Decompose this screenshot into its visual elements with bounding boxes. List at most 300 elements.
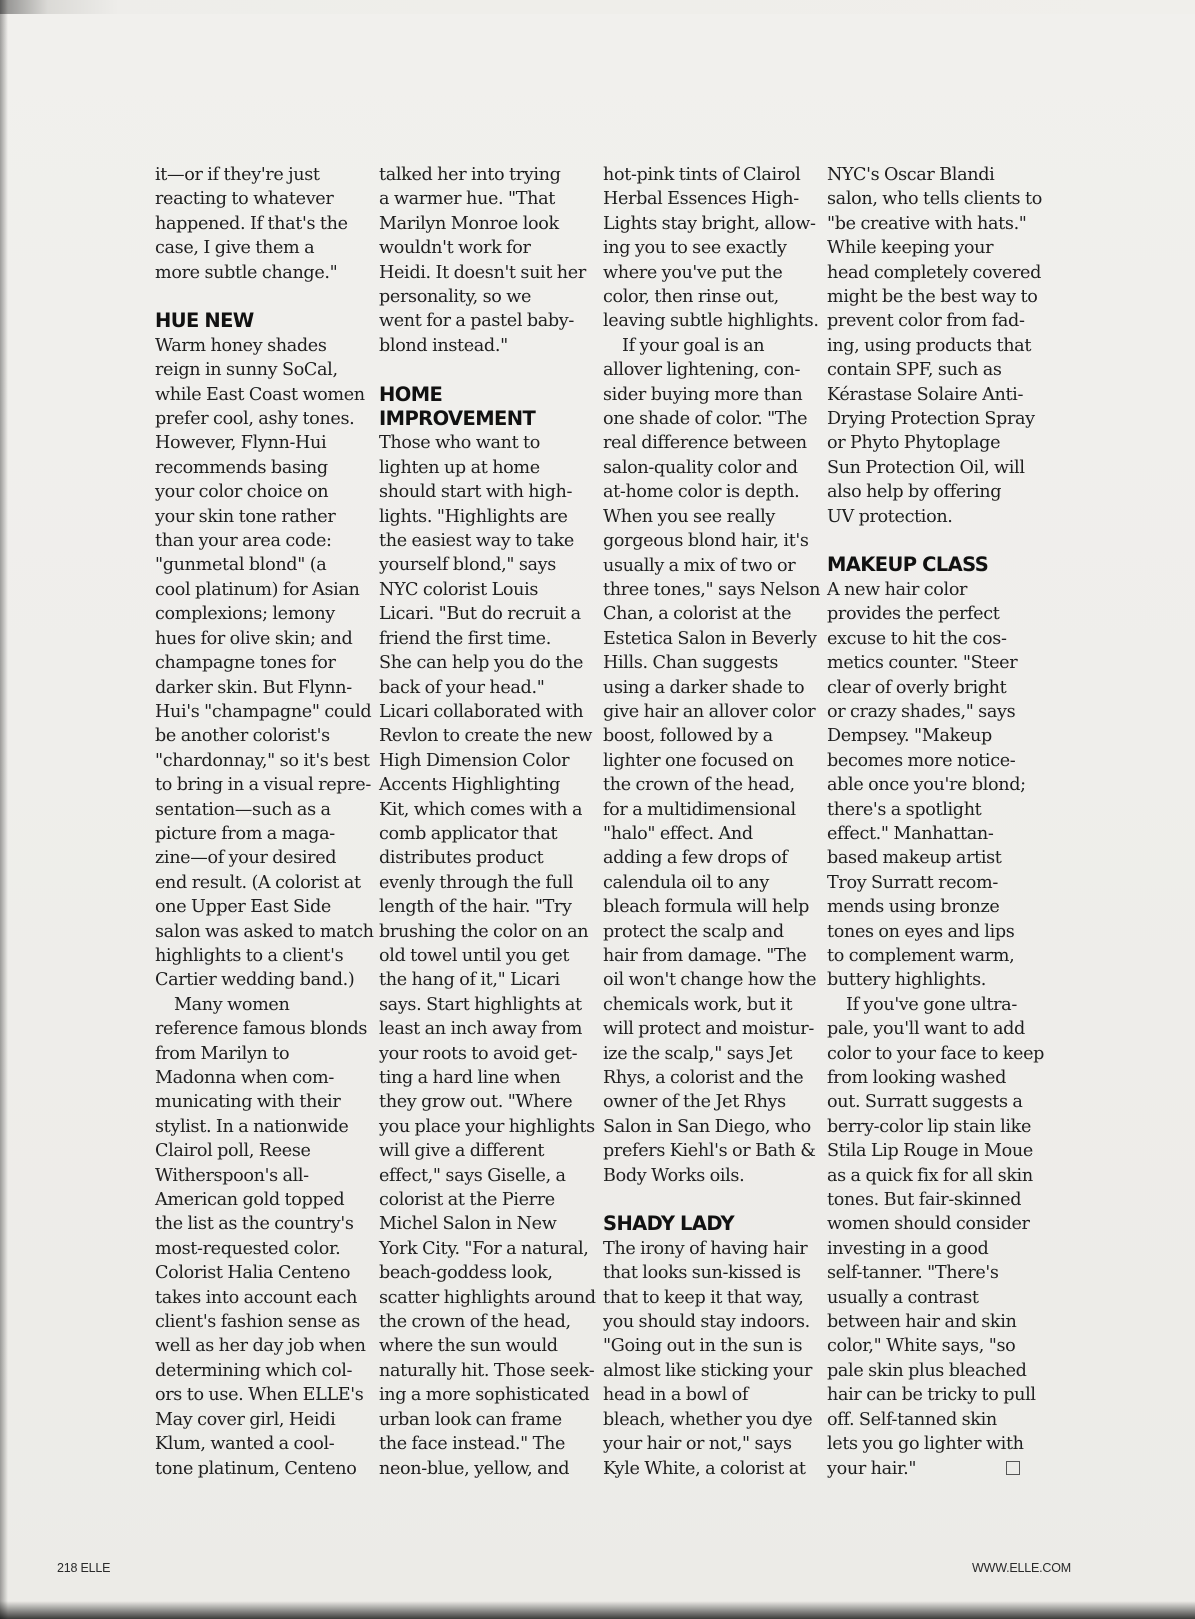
body-text-line (155, 1286, 361, 1310)
body-text: the crown of the head, (603, 775, 795, 796)
body-text: using a darker shade to (603, 677, 805, 698)
body-text: Michel Salon in New (379, 1214, 557, 1235)
body-text-line (603, 1359, 813, 1383)
body-text: lets you go lighter with (827, 1434, 1024, 1455)
body-text-line (827, 627, 1033, 651)
body-text: adding a few drops of (603, 848, 788, 869)
body-text: effect," says Giselle, a (379, 1165, 566, 1186)
body-text: protect the scalp and (603, 921, 784, 942)
body-text: Troy Surratt recom- (827, 872, 998, 893)
body-text-line (379, 1261, 585, 1285)
body-text-line (379, 236, 585, 260)
body-text: owner of the Jet Rhys (603, 1092, 786, 1113)
article-column-4 (827, 163, 1045, 1481)
body-text: NYC colorist Louis (379, 579, 539, 600)
body-text: stylist. In a nationwide (155, 1116, 349, 1137)
body-text: York City. "For a natural, (379, 1238, 589, 1259)
body-text: least an inch away from (379, 1019, 583, 1040)
body-text-line (603, 1090, 809, 1114)
body-text-line (155, 749, 370, 773)
body-text-line (155, 1310, 361, 1334)
body-text: "gunmetal blond" (a (155, 555, 327, 576)
body-text: While keeping your (827, 238, 994, 259)
body-text-line (827, 309, 1033, 333)
body-text-line (827, 407, 1033, 431)
body-text-line (603, 1334, 809, 1358)
body-text: a warmer hue. "That (379, 189, 555, 210)
body-text-line (603, 163, 809, 187)
body-text: When you see really (603, 506, 776, 527)
end-of-article-icon (1006, 1461, 1020, 1475)
body-text: ing a more sophisticated (379, 1385, 590, 1406)
body-text: usually a contrast (827, 1287, 979, 1308)
body-text: comb applicator that (379, 823, 558, 844)
body-text: or crazy shades," says (827, 701, 1016, 722)
body-text: well as her day job when (155, 1336, 366, 1357)
body-text-line (827, 383, 1033, 407)
body-text-line (379, 822, 585, 846)
body-text-line (827, 1090, 1033, 1114)
body-text-line (827, 968, 1033, 992)
body-text-line (379, 1383, 590, 1407)
body-text: beach-goddess look, (379, 1263, 553, 1284)
body-text: from looking washed (827, 1068, 1007, 1089)
body-text-line (827, 773, 1033, 797)
body-text: NYC's Oscar Blandi (827, 165, 995, 185)
article-column-1 (155, 163, 374, 1481)
body-text: also help by offering (827, 482, 1002, 503)
body-text-line (603, 1139, 816, 1163)
body-text-line (827, 431, 1033, 455)
body-text-line (827, 798, 1033, 822)
body-text: lighter one focused on (603, 750, 794, 771)
body-text-line (155, 724, 361, 748)
body-text-line (155, 334, 361, 358)
body-text: A new hair color (827, 579, 968, 600)
body-text-line (827, 236, 1033, 260)
body-text: hues for olive skin; and (155, 628, 353, 649)
body-text-line (827, 578, 1033, 602)
body-text: bleach, whether you dye (603, 1409, 813, 1430)
body-text-line (603, 749, 809, 773)
body-text: Herbal Essences High- (603, 189, 799, 210)
body-text-line (827, 846, 1033, 870)
body-text: takes into account each (155, 1287, 358, 1308)
body-text-line (155, 212, 361, 236)
body-text-line (603, 993, 809, 1017)
body-text: wouldn't work for (379, 238, 531, 259)
body-text-line (379, 602, 585, 626)
body-text-line (827, 1017, 1033, 1041)
body-text: Madonna when com- (155, 1068, 334, 1089)
body-text: Drying Protection Spray (827, 409, 1035, 430)
body-text: the easiest way to take (379, 531, 574, 552)
body-text-line (603, 578, 821, 602)
body-text: to bring in a visual repre- (155, 775, 371, 796)
body-text-line (155, 920, 374, 944)
body-text-line (155, 1115, 361, 1139)
body-text-line (155, 651, 361, 675)
body-text: darker skin. But Flynn- (155, 677, 352, 698)
body-text-line (827, 920, 1033, 944)
body-text: should start with high- (379, 482, 573, 503)
body-text: She can help you do the (379, 653, 584, 674)
body-text-line (827, 187, 1042, 211)
body-text: where the sun would (379, 1336, 558, 1357)
body-text: Hills. Chan suggests (603, 653, 779, 674)
body-text: Lights stay bright, allow- (603, 213, 816, 234)
body-text: for a multidimensional (603, 799, 796, 820)
body-text-line (155, 480, 361, 504)
body-text-line (603, 1286, 809, 1310)
body-text: If your goal is an (622, 335, 765, 356)
body-text: May cover girl, Heidi (155, 1409, 336, 1430)
body-text: Those who want to (379, 433, 541, 454)
body-text-line (603, 1237, 809, 1261)
body-text-line (603, 1383, 809, 1407)
body-text: where you've put the (603, 262, 783, 283)
body-text: Warm honey shades (155, 335, 327, 356)
body-text-line (603, 236, 809, 260)
body-text: will protect and moistur- (603, 1019, 814, 1040)
body-text-line (603, 602, 809, 626)
body-text: highlights to a client's (155, 945, 344, 966)
body-text-line (827, 822, 1033, 846)
body-text-line (379, 724, 593, 748)
body-text: reacting to whatever (155, 189, 334, 210)
body-text-line (155, 944, 361, 968)
body-text-line (379, 1188, 585, 1212)
body-text: color, then rinse out, (603, 287, 779, 308)
body-text-line (827, 1139, 1033, 1163)
article-column-3 (603, 163, 821, 1481)
body-text: your color choice on (155, 482, 329, 503)
body-text-line (379, 212, 585, 236)
body-text: prefer cool, ashy tones. (155, 409, 355, 430)
body-text-line (379, 1457, 585, 1481)
body-text-line (379, 505, 585, 529)
body-text-line (603, 480, 809, 504)
body-text: berry-color lip stain like (827, 1116, 1032, 1137)
body-text: back of your head." (379, 677, 545, 698)
body-text-line (155, 1212, 361, 1236)
body-text: as a quick fix for all skin (827, 1165, 1033, 1186)
body-text: able once you're blond; (827, 775, 1026, 796)
body-text: brushing the color on an (379, 921, 589, 942)
body-text-line (827, 944, 1033, 968)
body-text-line (155, 407, 361, 431)
body-text-line (379, 1237, 589, 1261)
body-text-line (379, 1310, 585, 1334)
body-text-line (603, 798, 809, 822)
body-text-line (603, 261, 809, 285)
body-text-line (827, 1408, 1033, 1432)
body-text-line (603, 968, 817, 992)
body-text: end result. (A colorist at (155, 872, 361, 893)
body-text: the crown of the head, (379, 1312, 571, 1333)
body-text: your roots to avoid get- (379, 1043, 578, 1064)
body-text-line (827, 651, 1033, 675)
body-text: color to your face to keep (827, 1043, 1045, 1064)
body-text: hair from damage. "The (603, 946, 807, 966)
body-text-line (827, 1066, 1033, 1090)
body-text: Klum, wanted a cool- (155, 1434, 335, 1455)
body-text-line (379, 309, 585, 333)
body-text: Sun Protection Oil, will (827, 457, 1025, 478)
body-text-line (603, 822, 809, 846)
body-text-line (603, 431, 809, 455)
body-text-line (379, 529, 585, 553)
body-text-line (379, 1286, 596, 1310)
body-text: becomes more notice- (827, 750, 1016, 771)
body-text: three tones," says Nelson (603, 579, 821, 600)
body-text-line (603, 309, 819, 333)
body-text: colorist at the Pierre (379, 1190, 555, 1211)
body-text: evenly through the full (379, 872, 574, 893)
body-text: to complement warm, (827, 945, 1015, 966)
body-text: women should consider (827, 1214, 1030, 1235)
body-text: you place your highlights (379, 1116, 595, 1137)
body-text: your hair or not," says (603, 1434, 792, 1455)
scan-edge-bottom (0, 1601, 1195, 1619)
body-text-line (155, 1457, 361, 1481)
body-text: picture from a maga- (155, 823, 335, 844)
body-text: salon was asked to match (155, 921, 374, 942)
body-text-line (155, 700, 372, 724)
body-text: Hui's "champagne" could (155, 701, 372, 722)
body-text: or Phyto Phytoplage (827, 433, 1001, 454)
body-text: cool platinum) for Asian (155, 579, 360, 600)
body-text: lighten up at home (379, 457, 540, 478)
body-text-line (827, 1188, 1033, 1212)
body-text: your hair." (827, 1458, 917, 1479)
body-text-line (379, 944, 585, 968)
body-text-line (603, 285, 809, 309)
body-text: client's fashion sense as (155, 1312, 360, 1333)
body-text-line (155, 1164, 361, 1188)
body-text: the face instead." The (379, 1434, 566, 1455)
body-text-line (155, 1042, 361, 1066)
body-text: Marilyn Monroe look (379, 213, 559, 234)
body-text-line (603, 1457, 809, 1481)
body-text-line (827, 456, 1033, 480)
body-text-line (379, 1090, 585, 1114)
body-text: bleach formula will help (603, 897, 810, 918)
body-text: almost like sticking your (603, 1360, 813, 1381)
body-text-line (155, 1334, 366, 1358)
body-text: sentation—such as a (155, 799, 331, 820)
body-text: However, Flynn-Hui (155, 433, 327, 454)
body-text: blond instead." (379, 335, 508, 356)
body-text-line (603, 920, 809, 944)
body-text: out. Surratt suggests a (827, 1092, 1023, 1113)
body-text-line (379, 1017, 585, 1041)
body-text-line (827, 1164, 1033, 1188)
body-text-line (603, 505, 809, 529)
body-text-line (827, 895, 1033, 919)
body-text: clear of overly bright (827, 677, 1007, 698)
body-text: salon, who tells clients to (827, 189, 1042, 210)
body-text-line (379, 456, 585, 480)
body-text-line (379, 700, 585, 724)
body-text: determining which col- (155, 1360, 353, 1381)
body-text: tones. But fair-skinned (827, 1190, 1022, 1211)
body-text: that looks sun-kissed is (603, 1263, 801, 1284)
body-text-line (827, 993, 1033, 1017)
body-text: says. Start highlights at (379, 994, 582, 1015)
body-text: recommends basing (155, 457, 328, 478)
body-text-line (155, 773, 371, 797)
body-text-line (827, 749, 1033, 773)
body-text-line (603, 627, 817, 651)
body-text-line (827, 1115, 1033, 1139)
body-text: Many women (174, 994, 290, 1015)
body-text: High Dimension Color (379, 750, 570, 771)
body-text-line (155, 871, 361, 895)
body-text: oil won't change how the (603, 970, 817, 991)
body-text-line (603, 1115, 809, 1139)
body-text-line (155, 1139, 361, 1163)
body-text-line (379, 993, 585, 1017)
body-text: neon-blue, yellow, and (379, 1458, 570, 1479)
body-text-line (827, 1359, 1033, 1383)
body-text-line (155, 553, 361, 577)
body-text: head completely covered (827, 262, 1041, 283)
body-text: zine—of your desired (155, 848, 337, 869)
page-number: 218 ELLE (57, 1561, 111, 1575)
body-text: than your area code: (155, 531, 332, 552)
body-text: real difference between (603, 433, 807, 454)
body-text-line (603, 529, 809, 553)
body-text-line (603, 334, 809, 358)
body-text-line (155, 236, 361, 260)
body-text: scatter highlights around (379, 1287, 596, 1308)
body-text-line (155, 1017, 368, 1041)
body-text: hot-pink tints of Clairol (603, 165, 801, 185)
body-text: Dempsey. "Makeup (827, 726, 992, 747)
body-text-line (827, 480, 1033, 504)
body-text-line (603, 651, 809, 675)
body-text-line (155, 993, 361, 1017)
body-text: might be the best way to (827, 287, 1038, 308)
body-text-line (827, 724, 1033, 748)
body-text-line (827, 700, 1033, 724)
body-text: "halo" effect. And (603, 823, 753, 844)
body-text-line (379, 749, 585, 773)
body-text-line (603, 1017, 814, 1041)
body-text: leaving subtle highlights. (603, 311, 819, 332)
section-heading: HOME (379, 382, 443, 406)
body-text: salon-quality color and (603, 457, 798, 478)
body-text-line (379, 553, 585, 577)
body-text-line (379, 163, 585, 187)
body-text-line (155, 676, 361, 700)
body-text: municating with their (155, 1092, 341, 1113)
body-text: "be creative with hats." (827, 213, 1027, 234)
body-text-line (379, 1359, 595, 1383)
body-text-line (827, 285, 1038, 309)
body-text-line (379, 187, 585, 211)
body-text: Stila Lip Rouge in Moue (827, 1141, 1033, 1162)
body-text: sider buying more than (603, 384, 803, 405)
body-text: length of the hair. "Try (379, 897, 572, 918)
body-text-line (155, 1383, 364, 1407)
website-url: WWW.ELLE.COM (972, 1561, 1071, 1575)
body-text: Cartier wedding band.) (155, 970, 355, 991)
body-text-line (603, 212, 816, 236)
body-text-line (379, 676, 585, 700)
body-text-line (379, 1408, 585, 1432)
body-text-line (827, 1383, 1036, 1407)
body-text: allover lightening, con- (603, 360, 801, 381)
body-text: tone platinum, Centeno (155, 1458, 357, 1479)
section-gap (603, 1188, 809, 1212)
body-text: Kérastase Solaire Anti- (827, 384, 1024, 405)
body-text-line (827, 1457, 1033, 1481)
body-text-line (155, 1261, 361, 1285)
body-text: Estetica Salon in Beverly (603, 628, 817, 649)
body-text: complexions; lemony (155, 604, 335, 625)
body-text: Chan, a colorist at the (603, 604, 792, 625)
body-text-line (827, 334, 1033, 358)
body-text: metics counter. "Steer (827, 653, 1018, 674)
body-text: Kit, which comes with a (379, 799, 583, 820)
body-text-line (155, 505, 361, 529)
body-text-line (155, 846, 361, 870)
body-text: chemicals work, but it (603, 994, 793, 1015)
body-text-line (379, 627, 585, 651)
body-text: happened. If that's the (155, 213, 348, 234)
body-text: case, I give them a (155, 238, 315, 259)
body-text-line (603, 1310, 809, 1334)
body-text: calendula oil to any (603, 872, 769, 893)
body-text-line (603, 944, 809, 968)
body-text-line (155, 456, 361, 480)
body-text: Accents Highlighting (379, 775, 561, 796)
body-text: "chardonnay," so it's best (155, 750, 370, 771)
body-text: excuse to hit the cos- (827, 628, 1007, 649)
body-text: head in a bowl of (603, 1385, 749, 1406)
body-text-line (379, 871, 585, 895)
body-text: prefers Kiehl's or Bath & (603, 1141, 816, 1162)
body-text: gorgeous blond hair, it's (603, 531, 809, 552)
body-text-line (379, 431, 585, 455)
body-text: yourself blond," says (379, 555, 556, 576)
body-text: based makeup artist (827, 848, 1002, 869)
body-text: ting a hard line when (379, 1068, 561, 1089)
body-text-line (155, 358, 361, 382)
body-text-line (379, 1334, 585, 1358)
body-text: Licari. "But do recruit a (379, 604, 581, 625)
body-text: old towel until you get (379, 945, 570, 966)
body-text-line (603, 1066, 809, 1090)
section-heading: HUE NEW (155, 309, 254, 333)
body-text-line (379, 334, 585, 358)
body-text-line (155, 187, 361, 211)
body-text: pale, you'll want to add (827, 1019, 1025, 1040)
body-text-line (155, 822, 361, 846)
body-text: off. Self-tanned skin (827, 1409, 997, 1430)
body-text: while East Coast women (155, 384, 365, 405)
body-text-line (379, 1139, 585, 1163)
section-heading: SHADY LADY (603, 1212, 735, 1236)
body-text-line (603, 773, 809, 797)
body-text: ize the scalp," says Jet (603, 1043, 793, 1064)
body-text-line (155, 798, 361, 822)
body-text-line (827, 1310, 1033, 1334)
body-text-line (379, 1212, 585, 1236)
body-text: Revlon to create the new (379, 726, 593, 747)
